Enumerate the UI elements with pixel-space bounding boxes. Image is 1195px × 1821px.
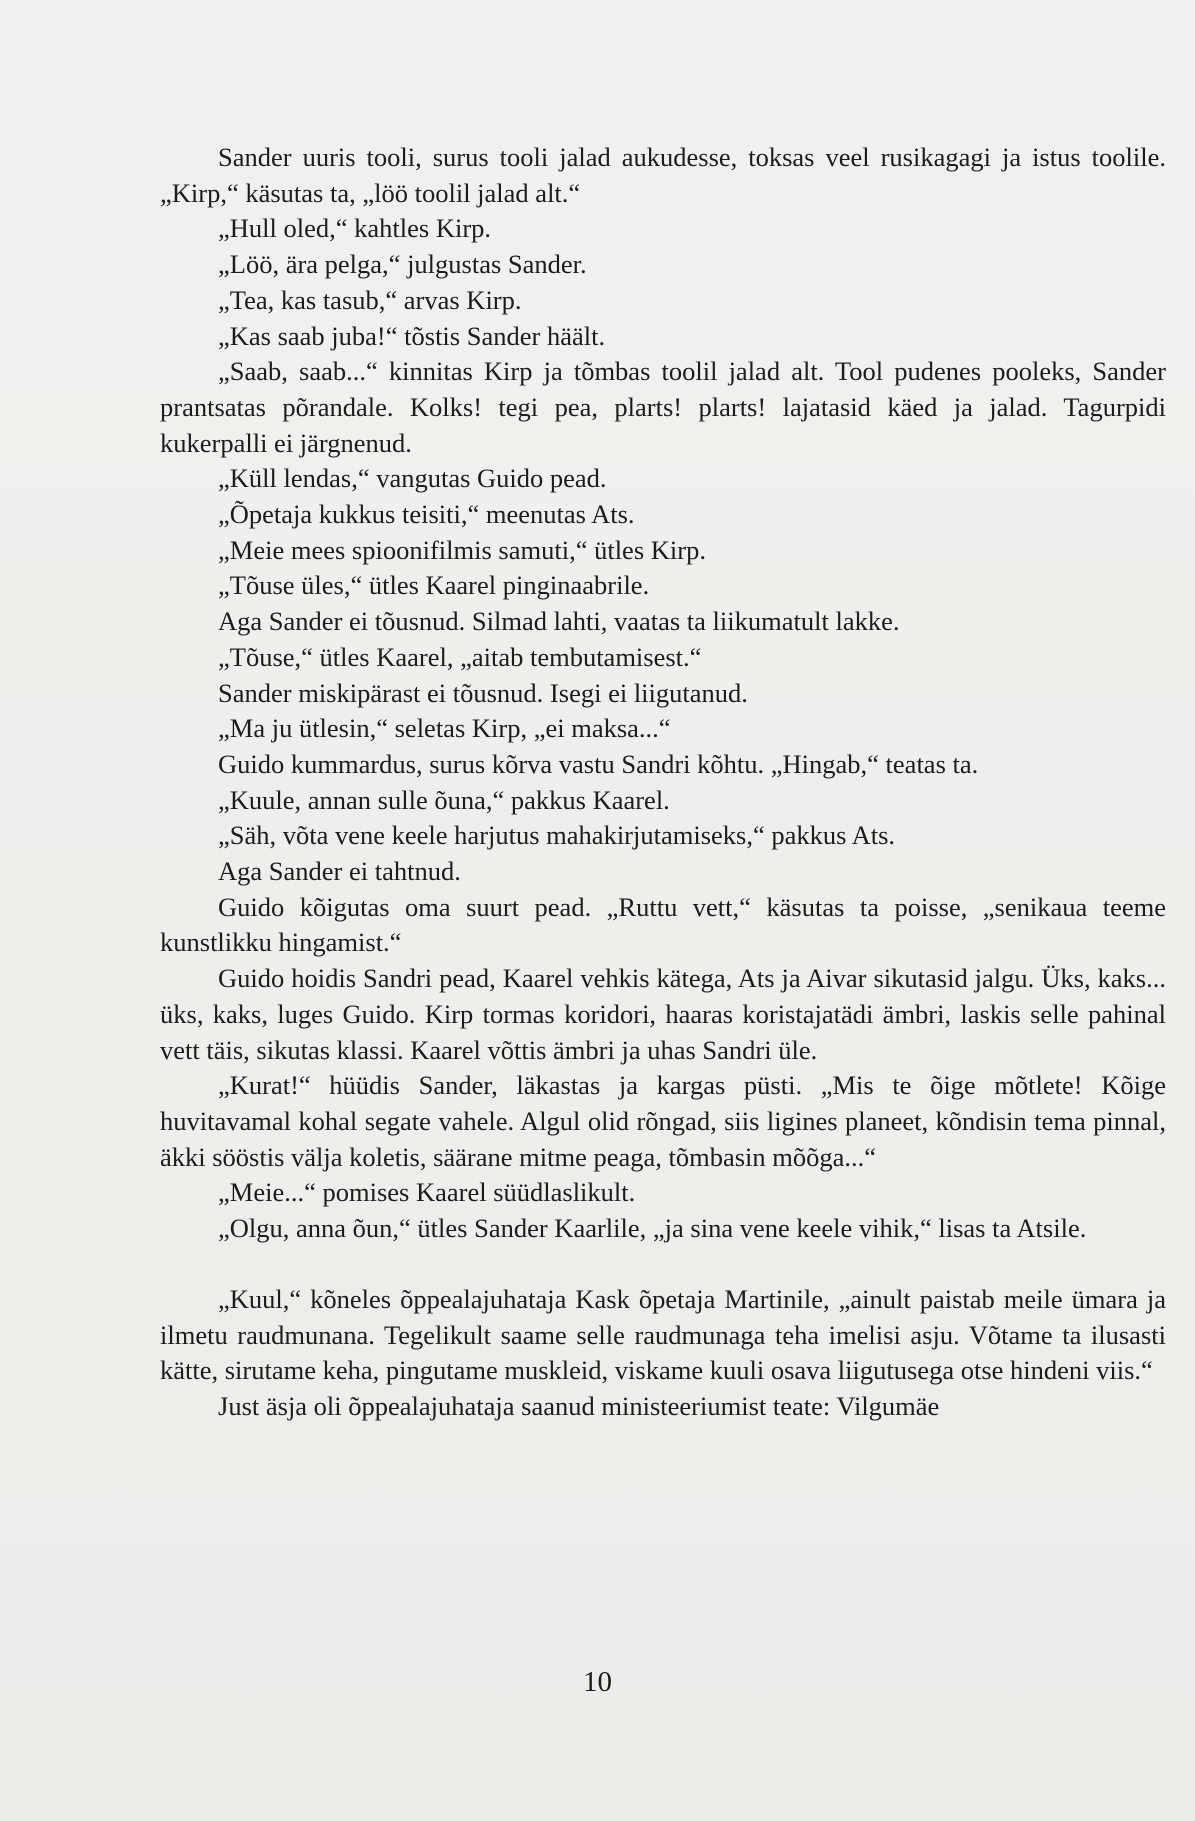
paragraph: „Löö, ära pelga,“ julgustas Sander. — [218, 249, 587, 280]
paragraph: „Ma ju ütlesin,“ seletas Kirp, „ei maksa...“ — [218, 713, 671, 744]
paragraph: „Tõuse üles,“ ütles Kaarel pinginaabrile. — [218, 570, 650, 601]
paragraph: „Küll lendas,“ vangutas Guido pead. — [218, 463, 607, 494]
paragraph: „Meie...“ pomises Kaarel süüdlaslikult. — [218, 1177, 636, 1208]
paragraph: „Kas saab juba!“ tõstis Sander häält. — [218, 320, 606, 351]
paragraph: „Säh, võta vene keele harjutus mahakirjutamiseks,“ pakkus Ats. — [218, 820, 896, 851]
body-text — [160, 140, 1166, 1425]
paragraph: Sander miskipärast ei tõusnud. Isegi ei liigutanud. — [218, 677, 748, 708]
page-number: 10 — [583, 1666, 612, 1698]
paragraph: Sander uuris tooli, surus tooli jalad aukudesse, toksas veel rusikagagi ja istus toolile. „Kirp,“ käsutas ta, „löö toolil jalad alt.“ — [160, 142, 1166, 208]
paragraph: Just äsja oli õppealajuhataja saanud ministeeriumist teate: Vilgumäe — [218, 1390, 940, 1421]
paragraph: „Kuule, annan sulle õuna,“ pakkus Kaarel. — [218, 784, 670, 815]
paragraph: „Olgu, anna õun,“ ütles Sander Kaarlile, „ja sina vene keele vihik,“ lisas ta Atsile. — [218, 1213, 1087, 1244]
paragraph: Guido kummardus, surus kõrva vastu Sandri kõhtu. „Hingab,“ teatas ta. — [218, 748, 979, 779]
paragraph: Guido hoidis Sandri pead, Kaarel vehkis kätega, Ats ja Aivar sikutasid jalgu. Üks, kaks... üks, kaks, luges Guido. Kirp tormas koridori, haaras koristajatädi ämbri, laskis selle pahinal vett täis, sikutas klassi. Kaarel võttis ämbri ja uhas Sandri üle. — [160, 963, 1166, 1065]
paragraph: „Õpetaja kukkus teisiti,“ meenutas Ats. — [218, 499, 635, 530]
paragraph: „Kuul,“ kõneles õppealajuhataja Kask õpetaja Martinile, „ainult paistab meile ümara ja ilmetu raudmunana. Tegelikult saame selle raudmunaga teha imelisi asju. Võtame ta ilusasti kätte, sirutame keha, pingutame muskleid, viskame kuuli osava liigutusega otse hindeni viis.“ — [160, 1283, 1166, 1386]
paragraph: „Tea, kas tasub,“ arvas Kirp. — [218, 284, 522, 315]
paragraph: „Kurat!“ hüüdis Sander, läkastas ja kargas püsti. „Mis te õige mõtlete! Kõige huvitavamal kohal segate vahele. Algul olid rõngad, siis ligines planeet, kõndisin tema pinnal, äkki sööstis välja koletis, säärane mitme peaga, tõmbasin mõõga...“ — [160, 1070, 1166, 1172]
paragraph: „Saab, saab...“ kinnitas Kirp ja tõmbas toolil jalad alt. Tool pudenes pooleks, Sander prantsatas põrandale. Kolks! tegi pea, plarts! plarts! lajatasid käed ja jalad. Tagurpidi kukerpalli ei järgnenud. — [160, 356, 1166, 458]
paragraph: „Meie mees spioonifilmis samuti,“ ütles Kirp. — [218, 534, 706, 565]
paragraph: „Hull oled,“ kahtles Kirp. — [218, 213, 492, 244]
paragraph: Guido kõigutas oma suurt pead. „Ruttu vett,“ käsutas ta poisse, „senikaua teeme kunstlikku hingamist.“ — [160, 891, 1166, 958]
paragraph: Aga Sander ei tahtnud. — [218, 856, 461, 887]
paragraph: „Tõuse,“ ütles Kaarel, „aitab tembutamisest.“ — [218, 641, 702, 672]
paragraph: Aga Sander ei tõusnud. Silmad lahti, vaatas ta liikumatult lakke. — [218, 606, 900, 637]
